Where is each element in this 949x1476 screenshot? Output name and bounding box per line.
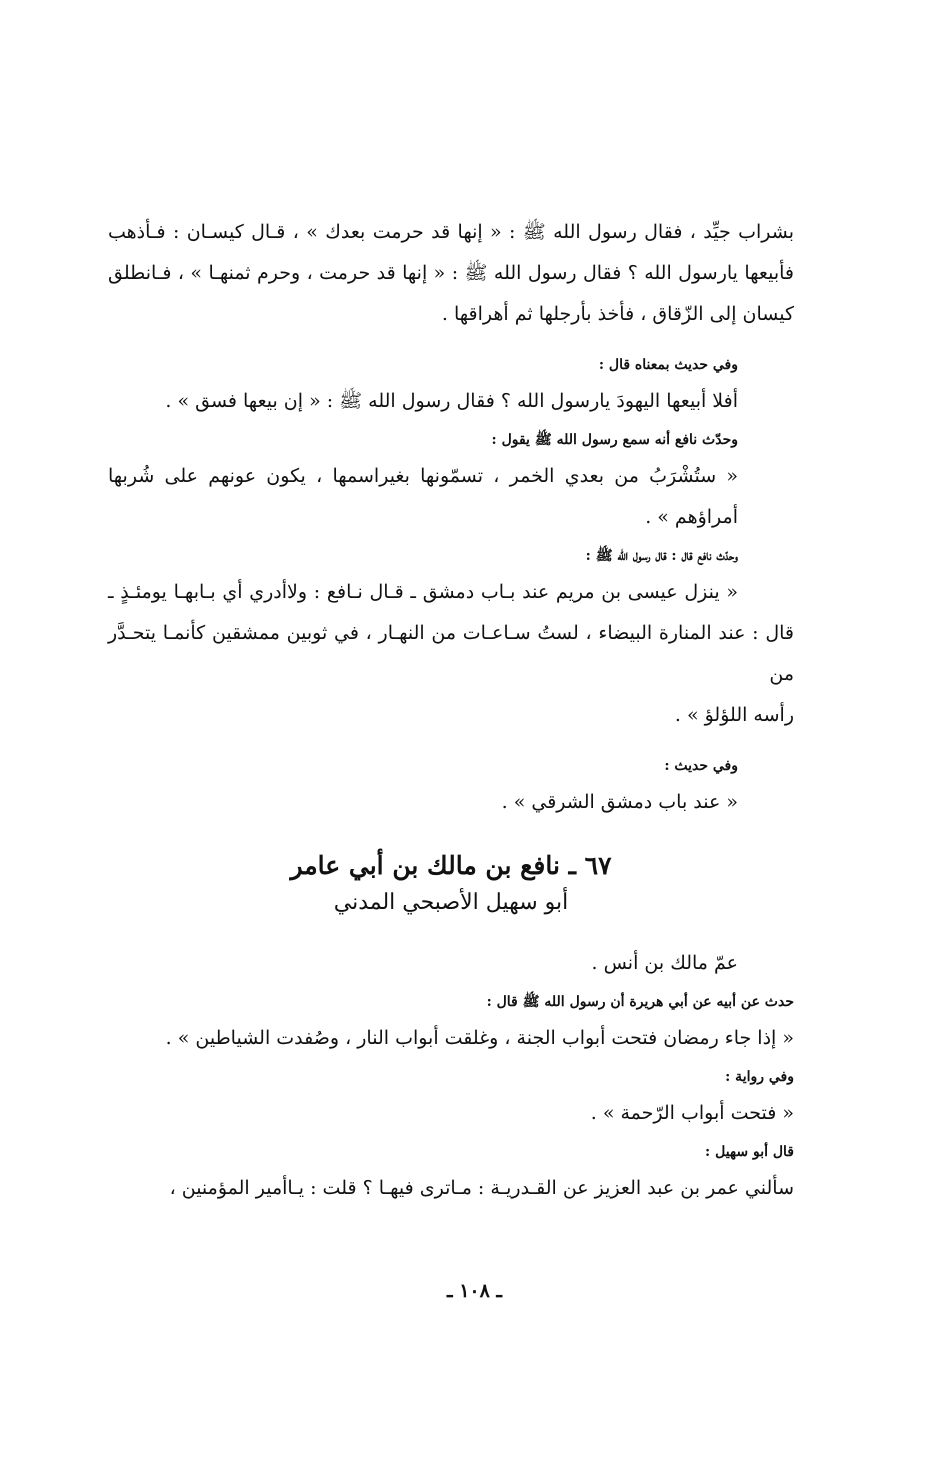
- section-title: ٦٧ ـ نافع بن مالك بن أبي عامر: [290, 851, 612, 880]
- hadith-text: « إذا جاء رمضان فتحت أبواب الجنة ، وغلقت أبواب النار ، وصُفدت الشياطين » .: [165, 1027, 794, 1049]
- opening-paragraph: [108, 212, 794, 335]
- hadith-text: أفلا أبيعها اليهودَ يارسول الله ؟ فقال رسول الله ﷺ : « إن بيعها فسق » .: [165, 390, 738, 412]
- hadith-heading: وحدّث نافع أنه سمع رسول الله ﷺ يقول :: [491, 432, 738, 448]
- hadith-heading: وفي حديث بمعناه قال :: [598, 357, 738, 373]
- hadith-text: « عند باب دمشق الشرقي » .: [501, 791, 738, 813]
- text-line: فأبيعها يارسول الله ؟ فقال رسول الله ﷺ : « إنها قد حرمت ، وحرم ثمنهـا » ، فـانطلق: [108, 262, 794, 284]
- text-line: بشراب جيِّد ، فقال رسول الله ﷺ : « إنها قد حرمت بعدك » ، قـال كيسـان : فـأذهب: [108, 221, 794, 243]
- hadith-text: « ستُشْرَبُ من بعدي الخمر ، تسمّونها بغيراسمها ، يكون عونهم على شُربها أمراؤهم » .: [108, 465, 738, 528]
- hadith-heading: حدث عن أبيه عن أبي هريرة أن رسول الله ﷺ قال :: [486, 994, 794, 1010]
- hadith-heading: وفي حديث :: [664, 758, 738, 774]
- hadith-text: سألني عمر بن عبد العزيز عن القـدريـة : مـاترى فيهـا ؟ قلت : يـاأمير المؤمنين ،: [169, 1177, 794, 1199]
- hadith-text: « فتحت أبواب الرّحمة » .: [590, 1102, 794, 1124]
- text-line: كيسان إلى الزّقاق ، فأخذ بأرجلها ثم أهراقها .: [441, 303, 794, 325]
- intro-text: عمّ مالك بن أنس .: [591, 952, 738, 974]
- text-line: رأسه اللؤلؤ » .: [674, 704, 794, 726]
- text-line: قال : عند المنارة البيضاء ، لستُ سـاعـات من النهـار ، في ثوبين ممشقين كأنمـا يتحـدَّر من: [108, 622, 794, 685]
- hadith-heading: وفي رواية :: [725, 1069, 794, 1085]
- page-number: ـ ١٠٨ ـ: [447, 1280, 502, 1302]
- book-page: [108, 212, 794, 1209]
- hadith-text: [108, 572, 794, 736]
- text-line: « ينزل عيسى بن مريم عند بـاب دمشق ـ قـال نـافع : ولاأدري أي بـابهـا يومئـذٍ ـ: [108, 581, 738, 603]
- section-header: [108, 847, 794, 921]
- hadith-heading: قال أبو سهيل :: [705, 1144, 794, 1160]
- section-subtitle: أبو سهيل الأصبحي المدني: [333, 890, 569, 915]
- hadith-heading: وحدّث نافع قال : قال رسول الله ﷺ :: [585, 548, 738, 564]
